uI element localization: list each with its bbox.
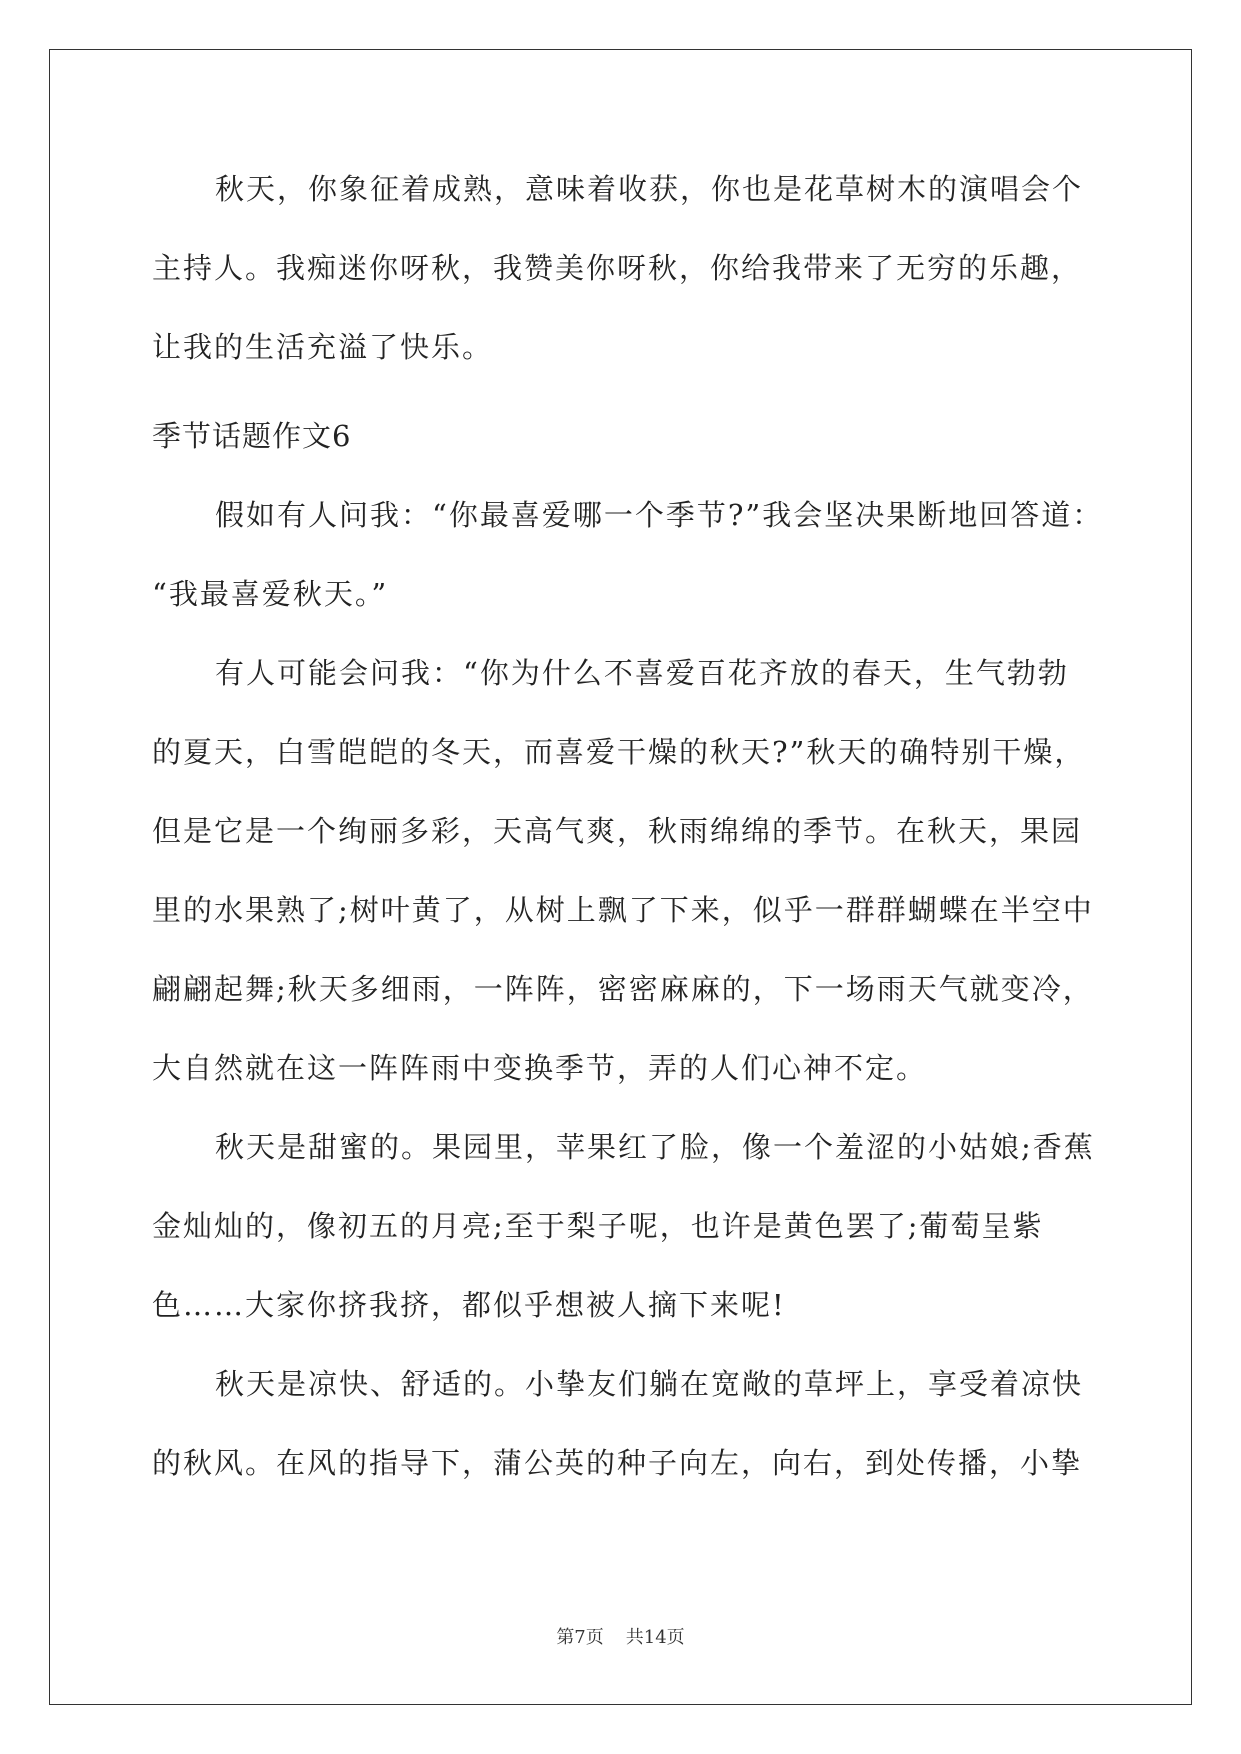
paragraph-line: 假如有人问我：“你最喜爱哪一个季节?”我会坚决果断地回答道：	[215, 498, 1104, 532]
paragraph-line: 的夏天，白雪皑皑的冬天，而喜爱干燥的秋天?”秋天的确特别干燥，	[152, 735, 1086, 769]
paragraph-line: 的秋风。在风的指导下，蒲公英的种子向左，向右，到处传播，小挚	[152, 1446, 1083, 1480]
paragraph-line: 里的水果熟了;树叶黄了，从树上飘了下来，似乎一群群蝴蝶在半空中	[152, 893, 1094, 927]
paragraph-line: 翩翩起舞;秋天多细雨，一阵阵，密密麻麻的，下一场雨天气就变冷，	[152, 972, 1094, 1006]
paragraph-line: 秋天是甜蜜的。果园里，苹果红了脸，像一个羞涩的小姑娘;香蕉	[215, 1130, 1095, 1164]
page-footer	[0, 1626, 1241, 1650]
paragraph-line: 有人可能会问我：“你为什么不喜爱百花齐放的春天，生气勃勃	[215, 656, 1069, 690]
paragraph-line: 金灿灿的，像初五的月亮;至于梨子呢，也许是黄色罢了;葡萄呈紫	[152, 1209, 1044, 1243]
paragraph-line: 让我的生活充溢了快乐。	[152, 330, 494, 364]
paragraph-line: 色……大家你挤我挤，都似乎想被人摘下来呢!	[152, 1288, 786, 1322]
paragraph-line: 主持人。我痴迷你呀秋，我赞美你呀秋，你给我带来了无穷的乐趣，	[152, 251, 1083, 285]
page-number-current: 第7页	[556, 1627, 604, 1648]
paragraph-line: 但是它是一个绚丽多彩，天高气爽，秋雨绵绵的季节。在秋天，果园	[152, 814, 1083, 848]
paragraph-line: “我最喜爱秋天。”	[152, 577, 389, 611]
paragraph-line: 秋天，你象征着成熟，意味着收获，你也是花草树木的演唱会个	[215, 172, 1084, 206]
page-number-total: 共14页	[625, 1627, 685, 1648]
paragraph-line: 大自然就在这一阵阵雨中变换季节，弄的人们心神不定。	[152, 1051, 928, 1085]
section-heading: 季节话题作文6	[152, 419, 352, 453]
paragraph-line: 秋天是凉快、舒适的。小挚友们躺在宽敞的草坪上，享受着凉快	[215, 1367, 1084, 1401]
